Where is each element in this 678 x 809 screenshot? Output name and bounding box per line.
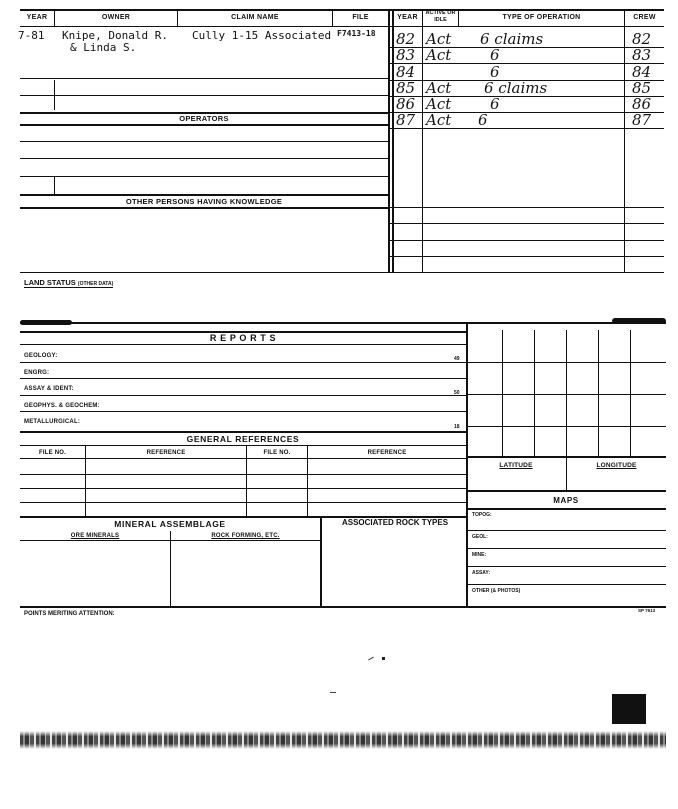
activity-crew: 85 xyxy=(632,79,652,97)
mineral-assemblage-title: MINERAL ASSEMBLAGE xyxy=(114,519,226,529)
activity-status: Act xyxy=(426,79,452,97)
entry-year: 7-81 xyxy=(18,29,45,42)
activity-year: 87 xyxy=(396,111,416,129)
header-active-or-idle: ACTIVE OR IDLE xyxy=(425,10,456,23)
form-number: SP 7613 xyxy=(638,608,656,613)
entry-claim-name: Cully 1-15 Associated xyxy=(192,29,332,42)
report-code: 49 xyxy=(454,356,460,362)
ore-minerals-label: ORE MINERALS xyxy=(70,533,120,539)
ref-header-file-no-2: FILE NO. xyxy=(263,450,291,456)
activity-type: 6 claims xyxy=(480,30,544,48)
scan-artifact-block xyxy=(612,694,646,724)
report-label-geophys: GEOPHYS. & GEOCHEM: xyxy=(24,403,100,409)
activity-status: Act xyxy=(426,30,452,48)
map-label-topog: TOPOG: xyxy=(472,512,492,518)
scan-speck xyxy=(330,692,336,693)
scan-speck xyxy=(368,657,374,661)
entry-file: F7413-18 xyxy=(337,29,376,38)
scan-artifact-strip xyxy=(20,731,666,749)
map-label-other: OTHER (& PHOTOS) xyxy=(472,588,521,594)
report-label-metallurgical: METALLURGICAL: xyxy=(24,419,81,425)
activity-year: 83 xyxy=(396,46,416,64)
ref-header-file-no: FILE NO. xyxy=(39,450,66,456)
map-label-assay: ASSAY: xyxy=(472,570,491,576)
land-status-label xyxy=(24,278,113,288)
report-code: 50 xyxy=(454,390,460,396)
activity-year: 82 xyxy=(396,30,416,48)
activity-type: 6 xyxy=(490,63,500,81)
points-meriting-attention-label: POINTS MERITING ATTENTION: xyxy=(24,611,115,617)
rock-forming-label: ROCK FORMING, ETC. xyxy=(211,533,280,539)
map-label-mine: MINE: xyxy=(472,552,487,558)
activity-year: 84 xyxy=(396,63,416,81)
header-crew: CREW xyxy=(633,14,656,21)
activity-type: 6 xyxy=(490,95,500,113)
report-label-geology: GEOLOGY: xyxy=(24,353,58,359)
maps-title: MAPS xyxy=(553,496,579,505)
entry-owner-second-line: & Linda S. xyxy=(70,41,137,54)
scan-speck xyxy=(382,657,385,660)
header-claim-name: CLAIM NAME xyxy=(231,14,279,21)
reports-title: R E P O R T S xyxy=(209,333,277,343)
ref-header-reference: REFERENCE xyxy=(146,450,186,456)
header-type-of-operation: TYPE OF OPERATION xyxy=(502,14,581,21)
operators-label: OPERATORS xyxy=(179,114,229,123)
latitude-label: LATITUDE xyxy=(499,462,533,469)
header-owner: OWNER xyxy=(101,14,131,21)
header-file: FILE xyxy=(352,14,369,21)
activity-status: Act xyxy=(426,111,452,129)
entry-owner: Knipe, Donald R. xyxy=(62,29,168,42)
general-references-title: GENERAL REFERENCES xyxy=(186,434,300,444)
activity-status: Act xyxy=(426,95,452,113)
activity-type: 6 claims xyxy=(484,79,548,97)
activity-crew: 84 xyxy=(632,63,652,81)
longitude-label: LONGITUDE xyxy=(596,462,637,469)
activity-crew: 82 xyxy=(632,30,652,48)
land-status-title: LAND STATUS xyxy=(24,278,76,287)
activity-crew: 86 xyxy=(632,95,652,113)
land-status-sub: (OTHER DATA) xyxy=(77,281,114,287)
associated-rock-types-label: ASSOCIATED ROCK TYPES xyxy=(341,518,449,527)
activity-type: 6 xyxy=(490,46,500,64)
activity-crew: 83 xyxy=(632,46,652,64)
map-label-geol: GEOL: xyxy=(472,534,488,540)
report-label-engrg: ENGRG: xyxy=(24,370,50,376)
activity-year: 86 xyxy=(396,95,416,113)
header-year-activity: YEAR xyxy=(397,14,418,21)
activity-crew: 87 xyxy=(632,111,652,129)
ref-header-reference-2: REFERENCE xyxy=(367,450,407,456)
report-label-assay: ASSAY & IDENT: xyxy=(24,386,74,392)
activity-year: 85 xyxy=(396,79,416,97)
activity-type: 6 xyxy=(478,111,488,129)
report-code: 18 xyxy=(454,424,460,430)
activity-status: Act xyxy=(426,46,452,64)
header-year: YEAR xyxy=(26,14,48,21)
other-persons-label: OTHER PERSONS HAVING KNOWLEDGE xyxy=(125,197,283,206)
